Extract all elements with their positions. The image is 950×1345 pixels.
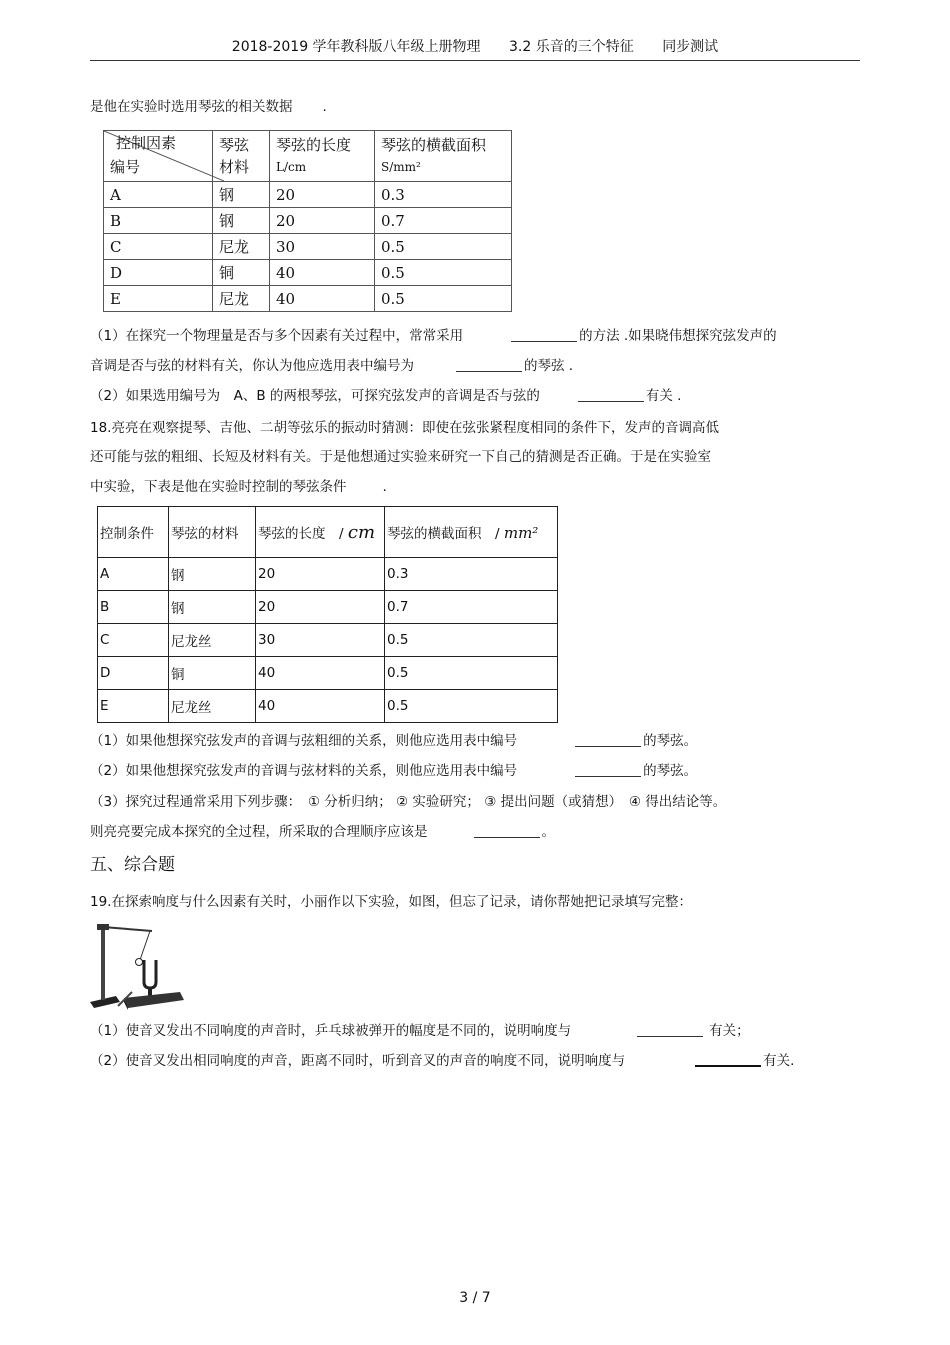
table-cell-material: 铜: [169, 657, 256, 690]
table-cell-area: 0.3: [375, 182, 512, 208]
thread: [140, 931, 150, 960]
table-cell-id: D: [98, 657, 169, 690]
table-cell-id: C: [104, 234, 213, 260]
header-divider: [90, 60, 860, 61]
q19-blank-amplitude[interactable]: [637, 1022, 703, 1037]
col-material-line2: 材料: [219, 158, 250, 176]
q17-part1-line2: [90, 356, 573, 376]
q17-p2-text-a: （2）如果选用编号为 A、B 的两根琴弦，可探究弦发声的音调是否与弦的: [90, 388, 540, 404]
q17-part1-line1: [90, 326, 777, 346]
col-area-unit: S/mm²: [381, 160, 421, 174]
table-row: [104, 260, 512, 286]
table1-col-length: [270, 131, 375, 182]
q17-blank-factor[interactable]: [578, 387, 644, 402]
col-length-label: 琴弦的长度 /: [258, 525, 344, 542]
q18-part2: [90, 761, 697, 781]
table-cell-length: 40: [270, 260, 375, 286]
table-cell-id: A: [104, 182, 213, 208]
table-cell-material: 钢: [213, 182, 270, 208]
table-cell-id: B: [104, 208, 213, 234]
table-cell-id: E: [98, 690, 169, 723]
q18-blank-thickness[interactable]: [575, 732, 641, 747]
table-cell-area: 0.7: [385, 591, 558, 624]
q17-p1-text-c: 音调是否与弦的材料有关，你认为他应选用表中编号为: [90, 358, 414, 374]
table-cell-material: 尼龙丝: [169, 690, 256, 723]
header-title: 2018-2019 学年教科版八年级上册物理: [231, 39, 481, 55]
table1-diagonal-header: [104, 131, 213, 182]
diag-bottom-label: 编号: [110, 158, 141, 176]
table-cell-area: 0.5: [375, 234, 512, 260]
table-row: [98, 591, 558, 624]
table1-col-area: [375, 131, 512, 182]
table-cell-material: 钢: [169, 591, 256, 624]
col-area-unit: mm²: [503, 524, 539, 542]
table-cell-material: 钢: [169, 558, 256, 591]
q19-part1: [90, 1021, 750, 1041]
col-length-unit: cm: [347, 521, 376, 543]
table1-body: [104, 182, 512, 312]
q18-p1-text-a: （1）如果他想探究弦发声的音调与弦粗细的关系，则他应选用表中编号: [90, 733, 518, 749]
q18-line2: 还可能与弦的粗细、长短及材料有关。于是他想通过实验来研究一下自己的猜测是否正确。于是在实验室: [90, 449, 711, 465]
q19-p1-text-b: 有关；: [709, 1023, 750, 1039]
q18-p3-text-b: 则亮亮要完成本探究的全过程，所采取的合理顺序应该是: [90, 824, 428, 840]
table-cell-length: 20: [256, 591, 385, 624]
table-cell-id: B: [98, 591, 169, 624]
table-cell-length: 20: [270, 182, 375, 208]
q19-p1-text-a: （1）使音叉发出不同响度的声音时，乒乓球被弹开的幅度是不同的，说明响度与: [90, 1023, 572, 1039]
table-cell-length: 20: [256, 558, 385, 591]
table2-body: [98, 558, 558, 723]
q18-p2-text-a: （2）如果他想探究弦发声的音调与弦材料的关系，则他应选用表中编号: [90, 763, 518, 779]
q19-p2-text-a: （2）使音叉发出相同响度的声音，距离不同时，听到音叉的声音的响度不同，说明响度与: [90, 1053, 626, 1069]
table-cell-material: 尼龙: [213, 234, 270, 260]
q18-line3-text: 中实验，下表是他在实验时控制的琴弦条件: [90, 479, 347, 495]
q18-p3-text-c: 。: [541, 824, 555, 840]
q19-blank-distance[interactable]: [695, 1051, 761, 1067]
string-data-table-1: [103, 130, 512, 312]
table-row: [98, 657, 558, 690]
table-row: [104, 208, 512, 234]
q18-p2-text-b: 的琴弦。: [643, 763, 698, 779]
table-cell-material: 尼龙: [213, 286, 270, 312]
q17-blank-numbers[interactable]: [456, 357, 522, 372]
table-cell-length: 30: [270, 234, 375, 260]
table-cell-material: 钢: [213, 208, 270, 234]
q17-part2: [90, 386, 681, 406]
table2-col-condition: 控制条件: [98, 507, 169, 558]
q19-part2: [90, 1051, 794, 1071]
tuning-fork-apparatus-figure: [88, 918, 188, 1010]
q18-part3-line1: （3）探究过程通常采用下列步骤： ① 分析归纳； ② 实验研究； ③ 提出问题（或猜想） ④ 得出结论等。: [90, 794, 727, 810]
table-cell-length: 40: [270, 286, 375, 312]
section-title: 五、综合题: [90, 855, 175, 875]
resonance-box: [124, 992, 184, 1008]
table-row: [98, 558, 558, 591]
table-row: [98, 690, 558, 723]
col-area-line1: 琴弦的横截面积: [381, 136, 487, 154]
q18-line3-tail: .: [382, 479, 387, 495]
table-cell-area: 0.5: [385, 624, 558, 657]
q18-part3-line2: [90, 822, 555, 842]
q18-part1: [90, 731, 697, 751]
tuning-fork: [144, 960, 156, 988]
q18-p1-text-b: 的琴弦。: [643, 733, 698, 749]
table-cell-area: 0.3: [385, 558, 558, 591]
q18-line3: [90, 477, 387, 497]
q17-blank-method[interactable]: [511, 327, 577, 342]
table-cell-length: 30: [256, 624, 385, 657]
table2-col-area: [385, 507, 558, 558]
header-suffix: 同步测试: [662, 39, 719, 55]
table-cell-length: 40: [256, 657, 385, 690]
table2-header-row: [98, 507, 558, 558]
q18-blank-order[interactable]: [474, 823, 540, 838]
table2-col-material: 琴弦的材料: [169, 507, 256, 558]
table-row: [104, 182, 512, 208]
table-cell-id: D: [104, 260, 213, 286]
q17-p1-text-d: 的琴弦 .: [524, 358, 574, 374]
table2-col-length: [256, 507, 385, 558]
table-cell-material: 尼龙丝: [169, 624, 256, 657]
table-row: [104, 234, 512, 260]
table-cell-id: C: [98, 624, 169, 657]
table1-header-row: [104, 131, 512, 182]
table-cell-area: 0.5: [375, 260, 512, 286]
ping-pong-ball: [136, 959, 143, 966]
page-header: [0, 36, 950, 56]
page-number: 3 / 7: [459, 1290, 491, 1306]
q19-intro: 19.在探索响度与什么因素有关时，小丽作以下实验，如图，但忘了记录，请你帮她把记录填写完整：: [90, 894, 692, 910]
table-cell-area: 0.5: [385, 657, 558, 690]
table-cell-id: A: [98, 558, 169, 591]
table-cell-area: 0.5: [375, 286, 512, 312]
q18-blank-material[interactable]: [575, 762, 641, 777]
diag-top-label: 控制因素: [116, 134, 177, 152]
q19-p2-text-b: 有关.: [763, 1053, 795, 1069]
table-cell-id: E: [104, 286, 213, 312]
q17-p1-text-b: 的方法 .如果晓伟想探究弦发声的: [579, 328, 777, 344]
table-row: [98, 624, 558, 657]
col-length-unit: L/cm: [276, 160, 307, 174]
table-cell-length: 20: [270, 208, 375, 234]
q18-line1: 18.亮亮在观察提琴、吉他、二胡等弦乐的振动时猜测：即使在弦张紧程度相同的条件下，发声的音调高低: [90, 420, 719, 436]
stand-arm: [103, 927, 152, 931]
col-area-label: 琴弦的横截面积 /: [387, 526, 500, 542]
table-cell-length: 40: [256, 690, 385, 723]
string-data-table-2: [97, 506, 558, 723]
intro-line: [90, 97, 327, 117]
stand-rod: [101, 926, 105, 1000]
header-chapter: 3.2 乐音的三个特征: [509, 39, 634, 55]
col-length-line1: 琴弦的长度: [276, 136, 352, 154]
intro-text: 是他在实验时选用琴弦的相关数据: [90, 99, 293, 115]
table-row: [104, 286, 512, 312]
table-cell-area: 0.7: [375, 208, 512, 234]
q17-p2-text-b: 有关 .: [645, 388, 682, 404]
table-cell-material: 铜: [213, 260, 270, 286]
col-material-line1: 琴弦: [219, 136, 250, 154]
intro-tail: .: [322, 99, 327, 115]
table-cell-area: 0.5: [385, 690, 558, 723]
q17-p1-text-a: （1）在探究一个物理量是否与多个因素有关过程中，常常采用: [90, 328, 464, 344]
